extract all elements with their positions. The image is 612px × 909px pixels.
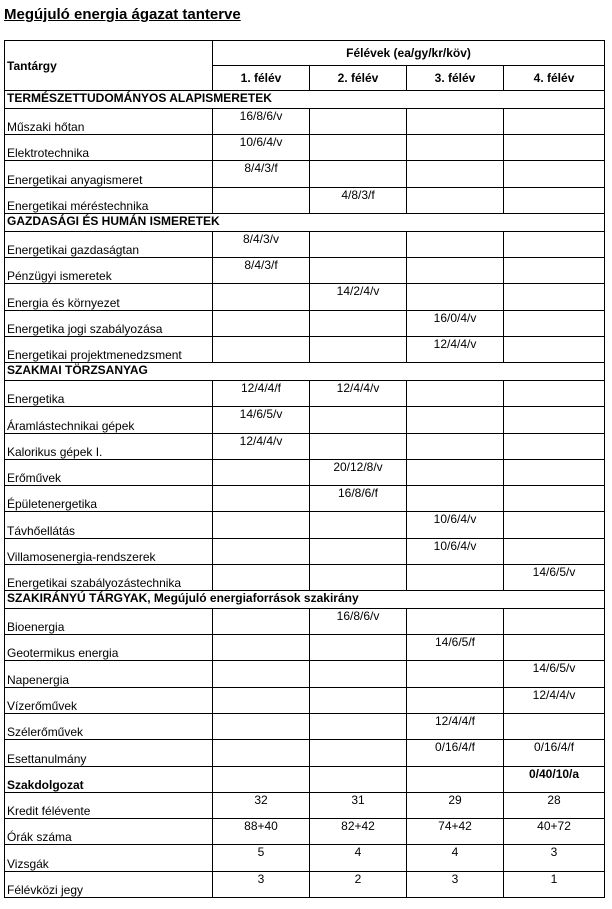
semester-cell-2 xyxy=(310,433,407,459)
semester-cell-2 xyxy=(310,336,407,362)
subject-name: Energetikai szabályozástechnika xyxy=(5,564,213,590)
subject-name: Energetikai projektmenedzsment xyxy=(5,336,213,362)
summary-row xyxy=(5,792,605,818)
subject-name: Kredit félévente xyxy=(5,792,213,818)
semester-cell-3: 16/0/4/v xyxy=(407,310,504,336)
semester-cell-2 xyxy=(310,740,407,766)
semester-cell-3 xyxy=(407,284,504,310)
semester-cell-1 xyxy=(213,486,310,512)
subject-row xyxy=(5,486,605,512)
semester-cell-4 xyxy=(504,187,605,213)
semester-cell-2: 16/8/6/v xyxy=(310,608,407,634)
summary-row xyxy=(5,845,605,871)
semester-cell-1: 12/4/4/f xyxy=(213,380,310,406)
semester-cell-1: 32 xyxy=(213,792,310,818)
subject-name: Erőművek xyxy=(5,459,213,485)
semester-cell-2: 2 xyxy=(310,871,407,897)
semester-cell-4 xyxy=(504,258,605,284)
section-title: GAZDASÁGI ÉS HUMÁN ISMERETEK xyxy=(5,213,605,231)
subject-row xyxy=(5,661,605,687)
subject-name: Kalorikus gépek I. xyxy=(5,433,213,459)
semester-cell-4 xyxy=(504,336,605,362)
subject-name: Szélerőművek xyxy=(5,714,213,740)
semester-cell-3 xyxy=(407,380,504,406)
subject-row xyxy=(5,564,605,590)
semester-cell-4: 0/16/4/f xyxy=(504,740,605,766)
subject-name: Napenergia xyxy=(5,661,213,687)
semester-cell-1 xyxy=(213,459,310,485)
semester-cell-4: 12/4/4/v xyxy=(504,687,605,713)
semester-cell-2: 82+42 xyxy=(310,819,407,845)
summary-row xyxy=(5,871,605,897)
subject-name: Elektrotechnika xyxy=(5,135,213,161)
semester-cell-2 xyxy=(310,564,407,590)
semester-cell-1: 14/6/5/v xyxy=(213,407,310,433)
semester-cell-1: 8/4/3/v xyxy=(213,231,310,257)
subject-row xyxy=(5,635,605,661)
semester-cell-2 xyxy=(310,687,407,713)
semester-cell-4: 0/40/10/a xyxy=(504,766,605,792)
semester-cell-1: 3 xyxy=(213,871,310,897)
semester-cell-2: 20/12/8/v xyxy=(310,459,407,485)
semester-cell-1: 88+40 xyxy=(213,819,310,845)
semester-cell-3: 74+42 xyxy=(407,819,504,845)
semester-cell-4: 3 xyxy=(504,845,605,871)
section-title: SZAKMAI TÖRZSANYAG xyxy=(5,363,605,381)
semester-cell-1: 12/4/4/v xyxy=(213,433,310,459)
subject-name: Műszaki hőtan xyxy=(5,108,213,134)
semester-cell-2 xyxy=(310,635,407,661)
section-title: TERMÉSZETTUDOMÁNYOS ALAPISMERETEK xyxy=(5,91,605,109)
semester-cell-3: 0/16/4/f xyxy=(407,740,504,766)
subject-name: Villamosenergia-rendszerek xyxy=(5,538,213,564)
semester-cell-2 xyxy=(310,161,407,187)
semester-cell-4 xyxy=(504,310,605,336)
subject-name: Esettanulmány xyxy=(5,740,213,766)
semester-cell-4 xyxy=(504,433,605,459)
semester-cell-1: 5 xyxy=(213,845,310,871)
semester-cell-1 xyxy=(213,284,310,310)
semester-cell-4: 14/6/5/v xyxy=(504,564,605,590)
subject-row xyxy=(5,310,605,336)
semester-cell-4 xyxy=(504,635,605,661)
semester-cell-1: 8/4/3/f xyxy=(213,161,310,187)
semester-cell-2: 4/8/3/f xyxy=(310,187,407,213)
semester-cell-4 xyxy=(504,161,605,187)
subject-row xyxy=(5,258,605,284)
semester-cell-2 xyxy=(310,135,407,161)
semester-cell-1 xyxy=(213,714,310,740)
semester-cell-3 xyxy=(407,766,504,792)
section-header-row xyxy=(5,91,605,109)
subject-row xyxy=(5,608,605,634)
subject-name: Energetikai méréstechnika xyxy=(5,187,213,213)
semester-cell-1: 16/8/6/v xyxy=(213,108,310,134)
section-header-row xyxy=(5,213,605,231)
semesters-header: Félévek (ea/gy/kr/köv) xyxy=(213,41,605,66)
semester-cell-2: 14/2/4/v xyxy=(310,284,407,310)
semester-cell-4: 40+72 xyxy=(504,819,605,845)
semester-cell-4: 28 xyxy=(504,792,605,818)
semester-cell-4 xyxy=(504,284,605,310)
subject-name: Bioenergia xyxy=(5,608,213,634)
semester-cell-1: 8/4/3/f xyxy=(213,258,310,284)
document-title: Megújuló energia ágazat tanterve xyxy=(4,6,241,23)
subject-row xyxy=(5,538,605,564)
semester-cell-2 xyxy=(310,766,407,792)
section-title: SZAKIRÁNYÚ TÁRGYAK, Megújuló energiaforrások szakirány xyxy=(5,591,605,609)
semester-cell-3 xyxy=(407,231,504,257)
semester-cell-3 xyxy=(407,407,504,433)
semester-cell-4 xyxy=(504,714,605,740)
subject-row xyxy=(5,433,605,459)
semester-cell-1 xyxy=(213,687,310,713)
semester-cell-4 xyxy=(504,459,605,485)
semester-cell-4 xyxy=(504,380,605,406)
semester-cell-3 xyxy=(407,187,504,213)
subject-row xyxy=(5,512,605,538)
subject-row xyxy=(5,284,605,310)
subject-name: Energia és környezet xyxy=(5,284,213,310)
semester-cell-3: 4 xyxy=(407,845,504,871)
semester-cell-1 xyxy=(213,740,310,766)
semester-cell-3: 10/6/4/v xyxy=(407,538,504,564)
semester-cell-3 xyxy=(407,108,504,134)
semester-cell-2: 12/4/4/v xyxy=(310,380,407,406)
summary-row xyxy=(5,819,605,845)
semester-cell-2: 4 xyxy=(310,845,407,871)
semester-cell-2 xyxy=(310,538,407,564)
semester-cell-3 xyxy=(407,608,504,634)
semester-cell-4: 1 xyxy=(504,871,605,897)
semester-cell-4 xyxy=(504,108,605,134)
semester-cell-1 xyxy=(213,608,310,634)
subject-name: Szakdolgozat xyxy=(5,766,213,792)
subject-row xyxy=(5,687,605,713)
semester-cell-2: 16/8/6/f xyxy=(310,486,407,512)
subject-name: Geotermikus energia xyxy=(5,635,213,661)
subject-row xyxy=(5,459,605,485)
subject-name: Félévközi jegy xyxy=(5,871,213,897)
semester-cell-3 xyxy=(407,661,504,687)
semester-cell-1 xyxy=(213,661,310,687)
semester-cell-3: 12/4/4/v xyxy=(407,336,504,362)
subject-name: Pénzügyi ismeretek xyxy=(5,258,213,284)
semester-cell-1 xyxy=(213,635,310,661)
semester-cell-4 xyxy=(504,135,605,161)
semester-cell-2 xyxy=(310,258,407,284)
semester-cell-3 xyxy=(407,258,504,284)
semester-header-3: 3. félév xyxy=(407,66,504,91)
subject-name: Távhőellátás xyxy=(5,512,213,538)
section-header-row xyxy=(5,363,605,381)
semester-cell-3 xyxy=(407,135,504,161)
semester-cell-3 xyxy=(407,486,504,512)
semester-cell-3 xyxy=(407,433,504,459)
semester-cell-3: 29 xyxy=(407,792,504,818)
semester-cell-4 xyxy=(504,608,605,634)
semester-cell-2 xyxy=(310,310,407,336)
subject-name: Órák száma xyxy=(5,819,213,845)
semester-cell-4 xyxy=(504,538,605,564)
subject-row xyxy=(5,135,605,161)
subject-column-header: Tantárgy xyxy=(5,41,213,91)
curriculum-table xyxy=(4,40,605,898)
semester-cell-3 xyxy=(407,564,504,590)
semester-cell-3 xyxy=(407,687,504,713)
thesis-row xyxy=(5,766,605,792)
semester-cell-2 xyxy=(310,108,407,134)
semester-cell-4 xyxy=(504,407,605,433)
section-header-row xyxy=(5,591,605,609)
semester-cell-2 xyxy=(310,512,407,538)
subject-name: Energetikai anyagismeret xyxy=(5,161,213,187)
subject-name: Energetikai gazdaságtan xyxy=(5,231,213,257)
semester-cell-3: 12/4/4/f xyxy=(407,714,504,740)
semester-cell-2 xyxy=(310,714,407,740)
semester-cell-1: 10/6/4/v xyxy=(213,135,310,161)
semester-cell-2 xyxy=(310,661,407,687)
semester-cell-2 xyxy=(310,231,407,257)
subject-row xyxy=(5,187,605,213)
subject-row xyxy=(5,714,605,740)
semester-cell-3 xyxy=(407,459,504,485)
subject-row xyxy=(5,336,605,362)
semester-cell-4 xyxy=(504,231,605,257)
semester-cell-1 xyxy=(213,512,310,538)
semester-cell-3: 3 xyxy=(407,871,504,897)
semester-cell-1 xyxy=(213,187,310,213)
semester-cell-1 xyxy=(213,336,310,362)
semester-cell-2: 31 xyxy=(310,792,407,818)
semester-cell-1 xyxy=(213,538,310,564)
subject-row xyxy=(5,108,605,134)
semester-header-4: 4. félév xyxy=(504,66,605,91)
semester-cell-4 xyxy=(504,486,605,512)
subject-name: Vízerőművek xyxy=(5,687,213,713)
semester-cell-3 xyxy=(407,161,504,187)
semester-cell-4 xyxy=(504,512,605,538)
semester-cell-1 xyxy=(213,766,310,792)
semester-cell-3: 14/6/5/f xyxy=(407,635,504,661)
subject-name: Vizsgák xyxy=(5,845,213,871)
semester-header-1: 1. félév xyxy=(213,66,310,91)
subject-name: Épületenergetika xyxy=(5,486,213,512)
semester-cell-1 xyxy=(213,310,310,336)
subject-row xyxy=(5,407,605,433)
semester-header-2: 2. félév xyxy=(310,66,407,91)
subject-name: Energetika xyxy=(5,380,213,406)
subject-row xyxy=(5,740,605,766)
semester-cell-3: 10/6/4/v xyxy=(407,512,504,538)
semester-cell-1 xyxy=(213,564,310,590)
subject-row xyxy=(5,380,605,406)
subject-name: Energetika jogi szabályozása xyxy=(5,310,213,336)
semester-cell-4: 14/6/5/v xyxy=(504,661,605,687)
subject-row xyxy=(5,161,605,187)
subject-row xyxy=(5,231,605,257)
curriculum-body xyxy=(5,91,605,898)
subject-name: Áramlástechnikai gépek xyxy=(5,407,213,433)
semester-cell-2 xyxy=(310,407,407,433)
